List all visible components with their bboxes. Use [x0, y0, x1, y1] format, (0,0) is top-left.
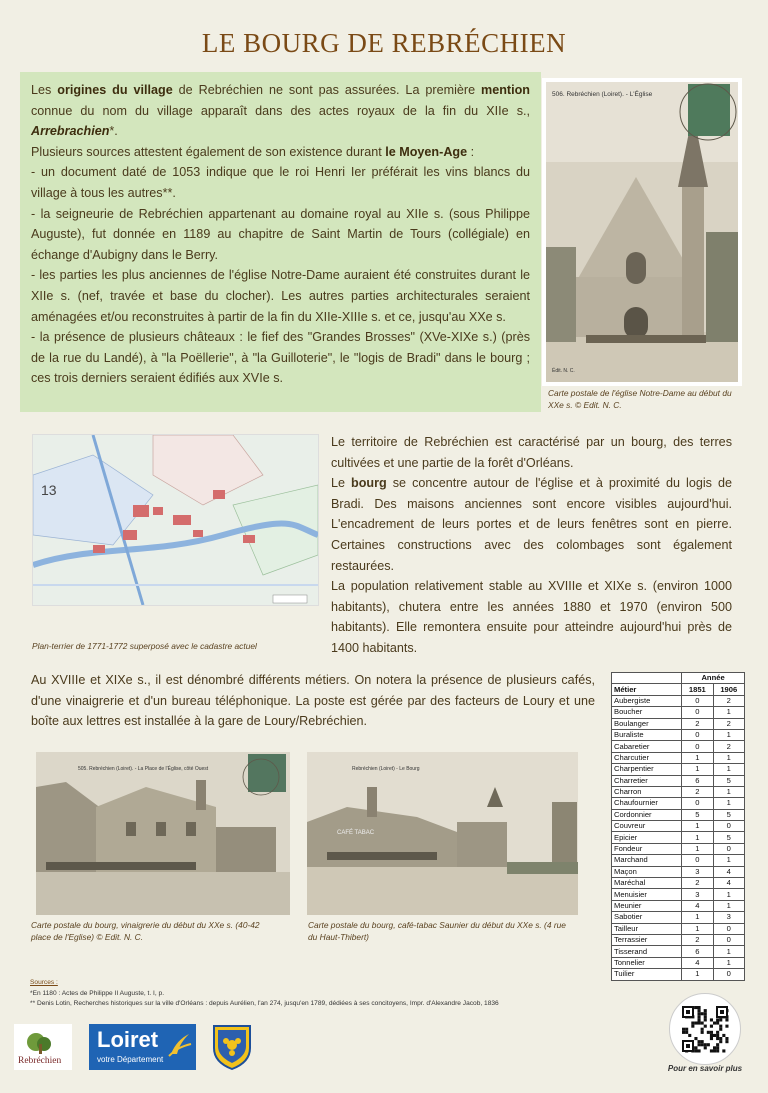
count-1906-cell: 4 — [713, 878, 744, 889]
church-photo — [546, 82, 738, 382]
table-row — [612, 798, 745, 809]
table-row — [612, 695, 745, 706]
count-1906-cell: 2 — [713, 741, 744, 752]
table-row — [612, 843, 745, 854]
table-row — [612, 741, 745, 752]
count-1906-cell: 5 — [713, 775, 744, 786]
table-row — [612, 969, 745, 980]
year-header: Année — [682, 673, 745, 684]
rebrechien-logo-text: Rebréchien — [18, 1056, 62, 1066]
count-1906-cell: 0 — [713, 969, 744, 980]
count-1851-cell: 1 — [682, 912, 713, 923]
source-2: ** Denis Lotin, Recherches historiques sur la ville d'Orléans : depuis Aurélien, l'an 274, jusqu'en 1789, dédiées à ses concitoyens, Impr. d'Alexandre Jacob, 1836 — [30, 1000, 499, 1007]
job-cell: Buraliste — [612, 729, 682, 740]
count-1906-cell: 2 — [713, 718, 744, 729]
count-1906-cell: 1 — [713, 729, 744, 740]
count-1906-cell: 4 — [713, 866, 744, 877]
job-cell: Tonnelier — [612, 957, 682, 968]
church-caption: Carte postale de l'église Notre-Dame au début du XXe s. © Edit. N. C. — [548, 388, 732, 410]
table-row — [612, 889, 745, 900]
table-row — [612, 707, 745, 718]
postcard-cafe-tabac — [307, 752, 578, 915]
job-cell: Tisserand — [612, 946, 682, 957]
postcard2-caption: Carte postale du bourg, café-tabac Saunier du début du XXe s. (4 rue du Haut-Thibert) — [308, 920, 566, 942]
table-row — [612, 878, 745, 889]
postcard2-title: Rebréchien (Loiret) - Le Bourg — [352, 766, 420, 772]
job-cell: Boulanger — [612, 718, 682, 729]
job-cell: Couvreur — [612, 821, 682, 832]
job-cell: Cordonnier — [612, 809, 682, 820]
postcard2-shop-sign: CAFÉ TABAC — [337, 830, 375, 836]
postcard1-caption: Carte postale du bourg, vinaigrerie du début du XXe s. (40-42 place de l'Eglise) © Edit. N. C. — [31, 920, 260, 942]
table-row — [612, 775, 745, 786]
job-cell: Tuilier — [612, 969, 682, 980]
intro-paragraph-middle-ages: Plusieurs sources attestent également de son existence durant le Moyen-Age : — [31, 144, 475, 159]
count-1906-cell: 2 — [713, 695, 744, 706]
table-row — [612, 946, 745, 957]
count-1851-cell: 5 — [682, 809, 713, 820]
job-cell: Tailleur — [612, 923, 682, 934]
count-1851-cell: 0 — [682, 798, 713, 809]
count-1906-cell: 1 — [713, 957, 744, 968]
count-1906-cell: 1 — [713, 707, 744, 718]
job-cell: Aubergiste — [612, 695, 682, 706]
count-1851-cell: 1 — [682, 764, 713, 775]
loiret-logo-text: Loiret — [97, 1027, 159, 1052]
table-row — [612, 866, 745, 877]
count-1906-cell: 3 — [713, 912, 744, 923]
job-cell: Meunier — [612, 900, 682, 911]
job-cell: Fondeur — [612, 843, 682, 854]
count-1851-cell: 0 — [682, 695, 713, 706]
job-cell: Charpentier — [612, 764, 682, 775]
job-cell: Cabaretier — [612, 741, 682, 752]
territory-text — [331, 432, 732, 659]
count-1851-cell: 1 — [682, 969, 713, 980]
count-1906-cell: 5 — [713, 809, 744, 820]
count-1906-cell: 0 — [713, 821, 744, 832]
count-1851-cell: 1 — [682, 821, 713, 832]
count-1851-cell: 2 — [682, 786, 713, 797]
table-header-row — [612, 684, 745, 695]
job-cell: Menuisier — [612, 889, 682, 900]
col-1906-header: 1906 — [713, 684, 744, 695]
intro-bullet-seigneurie: - la seigneurie de Rebréchien appartenant au domaine royal au XIIe s. (sous Philippe Auguste), fut donnée en 1189 au chapitre de Saint Martin de Tours (collégiale) en échange d'Aubigny dans le Berry. — [31, 206, 530, 262]
count-1906-cell: 1 — [713, 752, 744, 763]
postcard-vinaigrerie — [36, 752, 290, 915]
count-1906-cell: 0 — [713, 843, 744, 854]
count-1851-cell: 3 — [682, 866, 713, 877]
job-cell: Maréchal — [612, 878, 682, 889]
page-title: LE BOURG DE REBRÉCHIEN — [201, 28, 567, 58]
count-1851-cell: 1 — [682, 752, 713, 763]
loiret-logo — [89, 1024, 196, 1070]
intro-paragraph-origins: Les origines du village de Rebréchien ne sont pas assurées. La première mention connue du nom du village apparaît dans des actes royaux de la fin du XIIe s., Arrebrachien*. — [31, 83, 530, 139]
count-1851-cell: 0 — [682, 707, 713, 718]
intro-bullet-castles: - la présence de plusieurs châteaux : le fief des "Grandes Brosses" (XVe-XIXe s.) (près de la rue du Landé), à "la Poëllerie", à "la Guilloterie", le "logis de Bradi" dans le bourg ; ces trois derniers seraient édifiés aux XVIe s. — [31, 330, 530, 386]
count-1906-cell: 1 — [713, 946, 744, 957]
intro-bullet-church: - les parties les plus anciennes de l'église Notre-Dame auraient été construites durant le XIIe s. (nef, travée et base du clocher). Les autres parties architecturales seraient aménagées et/ou reconstruites à partir de la fin du XIIe-XIIIe s. et ce, jusqu'au XXe s. — [31, 268, 530, 324]
church-postcard-editor: Édit. N. C. — [552, 368, 575, 374]
count-1906-cell: 1 — [713, 764, 744, 775]
count-1851-cell: 4 — [682, 900, 713, 911]
table-row — [612, 786, 745, 797]
table-row — [612, 957, 745, 968]
table-row — [612, 832, 745, 843]
col-job-header: Métier — [612, 684, 682, 695]
table-row — [612, 923, 745, 934]
job-cell: Marchand — [612, 855, 682, 866]
territory-paragraph: Le territoire de Rebréchien est caractérisé par un bourg, des terres cultivées et une partie de la forêt d'Orléans. — [331, 435, 732, 470]
count-1906-cell: 0 — [713, 934, 744, 945]
job-cell: Charcutier — [612, 752, 682, 763]
table-row — [612, 752, 745, 763]
count-1851-cell: 2 — [682, 718, 713, 729]
sources-title: Sources : — [30, 979, 58, 986]
count-1906-cell: 0 — [713, 923, 744, 934]
count-1851-cell: 1 — [682, 923, 713, 934]
count-1851-cell: 6 — [682, 946, 713, 957]
job-cell: Boucher — [612, 707, 682, 718]
count-1851-cell: 1 — [682, 832, 713, 843]
count-1906-cell: 1 — [713, 855, 744, 866]
table-row — [612, 900, 745, 911]
job-cell: Terrassier — [612, 934, 682, 945]
church-postcard-title: 506. Rebréchien (Loiret). - L'Église — [552, 91, 653, 98]
table-row — [612, 729, 745, 740]
coat-of-arms-icon — [212, 1024, 252, 1070]
col-1851-header: 1851 — [682, 684, 713, 695]
table-row — [612, 934, 745, 945]
table-row — [612, 764, 745, 775]
count-1851-cell: 0 — [682, 741, 713, 752]
count-1851-cell: 1 — [682, 843, 713, 854]
count-1851-cell: 2 — [682, 934, 713, 945]
church-postcard — [542, 78, 742, 386]
qr-label: Pour en savoir plus — [667, 1064, 743, 1073]
source-1: *En 1180 : Actes de Philippe II Auguste, t. I, p. — [30, 989, 165, 997]
map-parcel-label: 13 — [41, 482, 57, 498]
count-1851-cell: 4 — [682, 957, 713, 968]
bourg-paragraph: Le bourg se concentre autour de l'église et à proximité du logis de Bradi. Des maisons anciennes sont encore visibles aujourd'hui. L'encadrement de leurs portes et de leurs fenêtres sont en pierre. Certaines constructions avec des colombages sont également restaurées. — [331, 476, 732, 573]
count-1851-cell: 6 — [682, 775, 713, 786]
count-1851-cell: 2 — [682, 878, 713, 889]
table-row — [612, 855, 745, 866]
job-cell: Maçon — [612, 866, 682, 877]
plan-terrier-map — [32, 434, 319, 606]
map-caption: Plan-terrier de 1771-1772 superposé avec le cadastre actuel — [32, 641, 257, 651]
job-cell: Charron — [612, 786, 682, 797]
intro-bullet-1053: - un document daté de 1053 indique que le roi Henri Ier préférait les vins blancs du village à tous les autres**. — [31, 165, 530, 200]
count-1906-cell: 1 — [713, 786, 744, 797]
job-cell: Chaufournier — [612, 798, 682, 809]
table-row — [612, 718, 745, 729]
table-header-year-row — [612, 673, 745, 684]
qr-code[interactable] — [669, 993, 741, 1065]
count-1851-cell: 3 — [682, 889, 713, 900]
count-1906-cell: 1 — [713, 900, 744, 911]
sources — [30, 978, 499, 1010]
job-cell: Epicier — [612, 832, 682, 843]
trades-table — [611, 672, 745, 981]
population-paragraph: La population relativement stable au XVIIIe et XIXe s. (environ 1000 habitants), chutera entre les années 1880 et 1970 (environ 500 habitants). Elle remontera ensuite pour atteindre aujourd'hui près de 1400 habitants. — [331, 579, 732, 655]
job-cell: Charretier — [612, 775, 682, 786]
intro-box — [20, 72, 541, 412]
count-1906-cell: 5 — [713, 832, 744, 843]
table-row — [612, 809, 745, 820]
count-1851-cell: 0 — [682, 855, 713, 866]
count-1906-cell: 1 — [713, 889, 744, 900]
table-row — [612, 912, 745, 923]
count-1906-cell: 1 — [713, 798, 744, 809]
table-row — [612, 821, 745, 832]
postcard1-title: 505. Rebréchien (Loiret). - La Place de l'Église, côté Ouest — [78, 766, 209, 772]
trades-text: Au XVIIIe et XIXe s., il est dénombré différents métiers. On notera la présence de plusieurs cafés, d'une vinaigrerie et d'un bureau téléphonique. La poste est gérée par des facteurs de Loury et une boîte aux lettres est installée à la gare de Loury/Rebréchien. — [31, 673, 595, 729]
count-1851-cell: 0 — [682, 729, 713, 740]
rebrechien-logo — [14, 1024, 72, 1070]
job-cell: Sabotier — [612, 912, 682, 923]
loiret-logo-subtext: votre Département — [97, 1055, 164, 1064]
